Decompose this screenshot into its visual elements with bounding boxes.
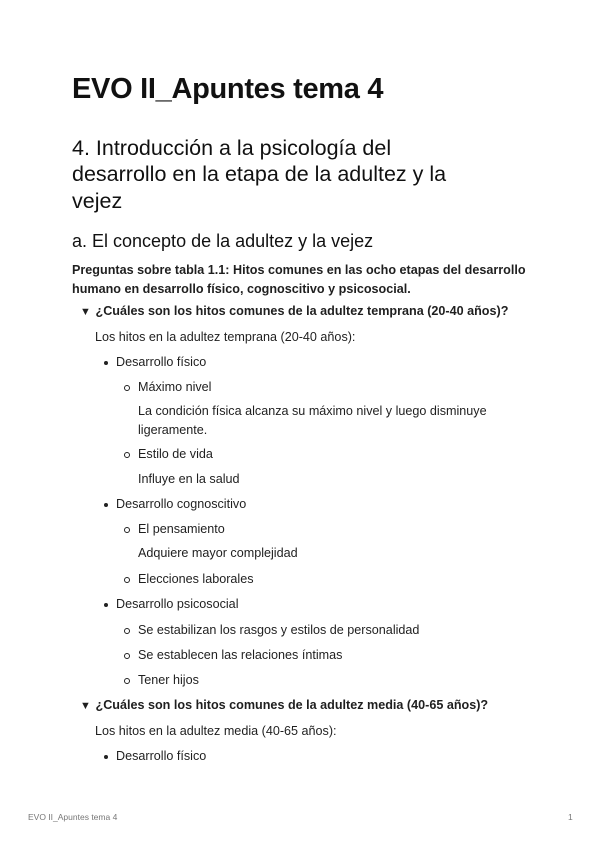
- bullet-circle-icon: [124, 385, 130, 391]
- bullet-dot-icon: [104, 603, 108, 607]
- list-item-relaciones: Se establecen las relaciones íntimas: [138, 648, 343, 662]
- list-item-desarrollo-fisico: Desarrollo físico: [116, 749, 207, 763]
- list-item-estilo-de-vida: Estilo de vida: [138, 447, 213, 461]
- bullet-dot-icon: [104, 755, 108, 759]
- list-item-el-pensamiento: El pensamiento: [138, 522, 225, 536]
- bullet-circle-icon: [124, 628, 130, 634]
- list-item-tener-hijos: Tener hijos: [138, 673, 199, 687]
- chapter-heading-line-2: desarrollo en la etapa de la adultez y la: [72, 162, 447, 186]
- list-item-desarrollo-psicosocial: Desarrollo psicosocial: [116, 597, 239, 611]
- toggle-triangle-icon[interactable]: ▼: [80, 306, 91, 318]
- footer-page-number: 1: [568, 812, 573, 822]
- bullet-circle-icon: [124, 577, 130, 583]
- footer-document-title: EVO II_Apuntes tema 4: [28, 812, 118, 822]
- toggle-adultez-media[interactable]: [80, 698, 488, 712]
- bullet-circle-icon: [124, 527, 130, 533]
- list-item-maximo-nivel: Máximo nivel: [138, 380, 212, 394]
- toggle-triangle-icon[interactable]: ▼: [80, 700, 91, 712]
- list-item-desarrollo-cognoscitivo: Desarrollo cognoscitivo: [116, 497, 247, 511]
- toggle-adultez-temprana[interactable]: [80, 304, 508, 318]
- bullet-dot-icon: [104, 503, 108, 507]
- toggle-question: ¿Cuáles son los hitos comunes de la adultez temprana (20-40 años)?: [95, 304, 509, 318]
- toggle-question: ¿Cuáles son los hitos comunes de la adultez media (40-65 años)?: [95, 698, 489, 712]
- bullet-dot-icon: [104, 361, 108, 365]
- bullet-circle-icon: [124, 653, 130, 659]
- item-text: La condición física alcanza su máximo nivel y luego disminuye: [138, 404, 487, 418]
- list-item-rasgos: Se estabilizan los rasgos y estilos de personalidad: [138, 623, 420, 637]
- chapter-heading-line-3: vejez: [72, 189, 123, 213]
- section-heading: a. El concepto de la adultez y la vejez: [72, 231, 374, 251]
- item-text: ligeramente.: [138, 423, 208, 437]
- item-text: Adquiere mayor complejidad: [138, 546, 298, 560]
- intro-line-1: Preguntas sobre tabla 1.1: Hitos comunes en las ocho etapas del desarrollo: [72, 263, 526, 277]
- item-text: Influye en la salud: [138, 472, 240, 486]
- toggle-lead-text: Los hitos en la adultez media (40-65 años):: [95, 724, 337, 738]
- list-item-elecciones-laborales: Elecciones laborales: [138, 572, 254, 586]
- bullet-circle-icon: [124, 452, 130, 458]
- bullet-circle-icon: [124, 678, 130, 684]
- chapter-heading-line-1: 4. Introducción a la psicología del: [72, 136, 392, 160]
- intro-line-2: humano en desarrollo físico, cognoscitivo y psicosocial.: [72, 282, 411, 296]
- list-item-desarrollo-fisico: Desarrollo físico: [116, 355, 207, 369]
- document-title: EVO II_Apuntes tema 4: [72, 73, 384, 105]
- toggle-lead-text: Los hitos en la adultez temprana (20-40 años):: [95, 330, 356, 344]
